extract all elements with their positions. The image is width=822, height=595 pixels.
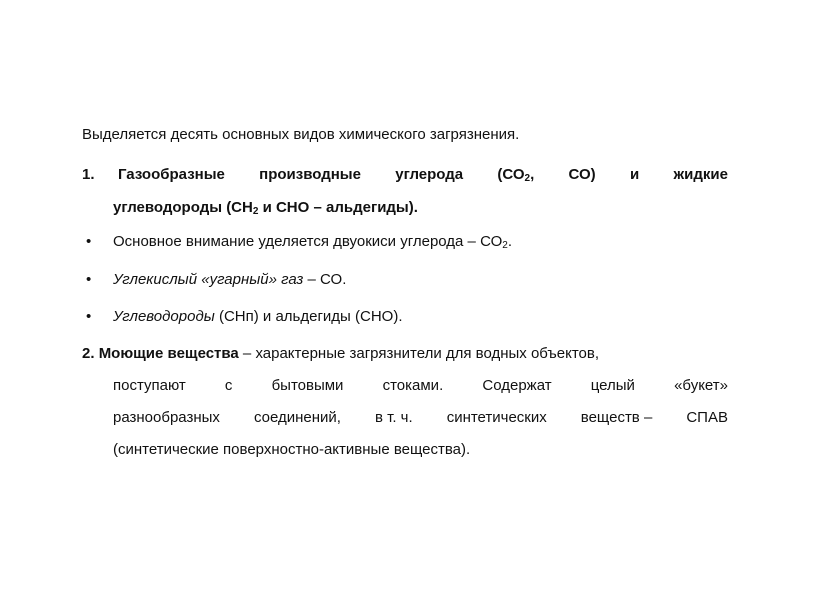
item2-line2: поступают с бытовыми стоками. Содержат целый «букет» — [113, 377, 728, 394]
bullet-3-text: Углеводороды (СНп) и альдегиды (СНО). — [113, 308, 403, 325]
item1-line1 — [118, 166, 728, 184]
bullet-1-text: Основное внимание уделяется двуокиси углерода – $СО_2$. — [113, 233, 512, 251]
item1-word: производные — [259, 166, 361, 183]
item1-word: СО) — [568, 166, 596, 183]
item1-word: углерода — [395, 166, 464, 183]
item1-word: Газообразные — [118, 166, 225, 183]
bullet-dot: • — [86, 271, 92, 288]
item2-bold: Моющие вещества — [98, 345, 239, 362]
intro-text: Выделяется десять основных видов химического загрязнения. — [82, 126, 520, 143]
bullet-2-text: Углекислый «угарный» газ – СО. — [113, 271, 347, 288]
bullet-dot: • — [86, 233, 92, 250]
item2-number: 2. — [82, 345, 95, 362]
bullet-dot: • — [86, 308, 92, 325]
item1-line2: углеводороды ($СН_2$ и СНО – альдегиды). — [113, 199, 418, 217]
item1-word: жидкие — [673, 166, 728, 183]
item1-word: ($СО_2$, — [497, 166, 535, 184]
item1-number: 1. — [82, 166, 95, 183]
item2-line4: (синтетические поверхностно-активные вещества). — [113, 441, 471, 458]
item1-word: и — [629, 166, 640, 183]
item2-line1: 2. Моющие вещества – характерные загрязнители для водных объектов, — [82, 345, 600, 362]
item2-line3: разнообразных соединений, в т. ч. синтетических веществ – СПАВ — [113, 409, 728, 426]
